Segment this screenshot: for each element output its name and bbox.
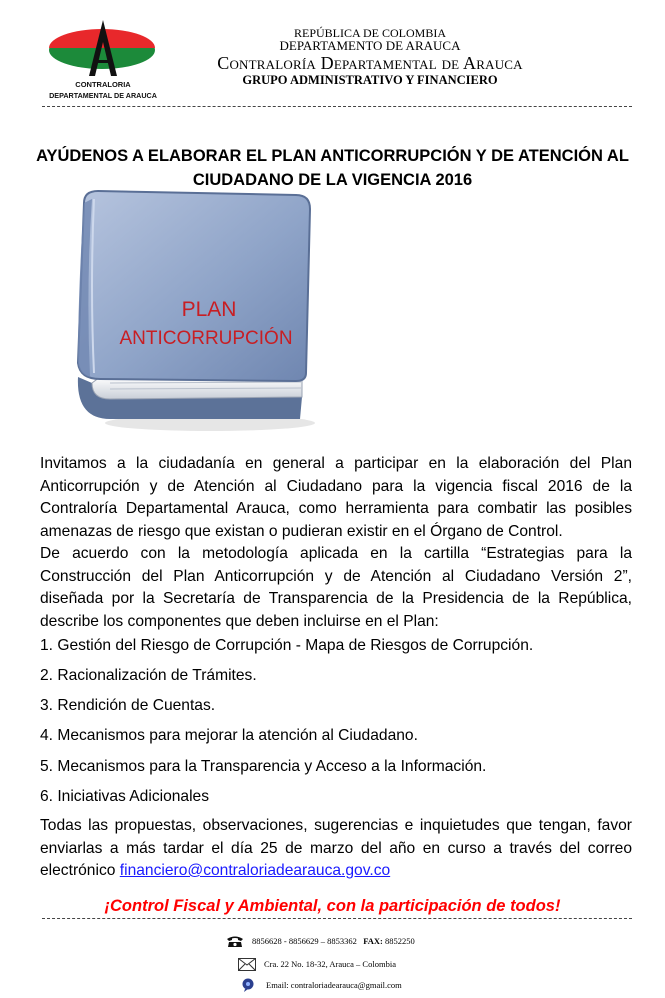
logo-text-2: DEPARTAMENTAL DE ARAUCA [49, 91, 157, 100]
list-item: 6. Iniciativas Adicionales [40, 788, 210, 805]
closing-paragraph [40, 815, 632, 883]
header-institution: Contraloría Departamental de Arauca [217, 53, 523, 73]
footer-email [240, 976, 402, 994]
email-label: Email: [266, 980, 289, 990]
book-label-line1: PLAN [181, 298, 237, 321]
book-illustration [70, 187, 320, 432]
document-title: AYÚDENOS A ELABORAR EL PLAN ANTICORRUPCIÓN Y DE ATENCIÓN AL CIUDADANO DE LA VIGENCIA 2016 [36, 147, 629, 189]
list-item: 1. Gestión del Riesgo de Corrupción - Mapa de Riesgos de Corrupción. [40, 637, 534, 654]
phone-icon [226, 935, 252, 948]
list-item: 4. Mecanismos para mejorar la atención al Ciudadano. [40, 727, 418, 744]
address-text: Cra. 22 No. 18-32, Arauca – Colombia [264, 959, 396, 969]
contraloria-logo [44, 14, 162, 102]
envelope-icon [238, 958, 264, 971]
header-department: DEPARTAMENTO DE ARAUCA [279, 38, 461, 53]
footer-phones [226, 932, 415, 950]
list-item: 2. Racionalización de Trámites. [40, 667, 257, 684]
email-address[interactable]: contraloriadearauca@gmail.com [290, 980, 402, 990]
methodology-paragraph: De acuerdo con la metodología aplicada en la cartilla “Estrategias para la Construcción del Plan Anticorrupción y de Atención al Ciudadano Versión 2”, diseñada por la Secretaría de Transparencia de la Presidencia de la República, describe los componentes que deben incluirse en el Plan: [40, 545, 632, 630]
closing-text: Todas las propuestas, observaciones, sugerencias e inquietudes que tengan, favor enviarlas a más tardar el día 25 de marzo del año en curso a través del correo electrónico [40, 817, 632, 879]
email-icon [240, 978, 266, 992]
logo-text-1: CONTRALORIA [75, 80, 131, 89]
list-item: 3. Rendición de Cuentas. [40, 697, 216, 714]
email-link[interactable]: financiero@contraloriadearauca.gov.co [119, 862, 391, 879]
list-item: 5. Mecanismos para la Transparencia y Acceso a la Información. [40, 758, 487, 775]
header-country: REPÚBLICA DE COLOMBIA [293, 26, 446, 40]
book-label-line2: ANTICORRUPCIÓN [119, 328, 293, 349]
letterhead [0, 0, 665, 108]
header-divider [42, 106, 632, 107]
fax-number: 8852250 [385, 936, 415, 946]
footer-address [238, 955, 396, 973]
slogan: ¡Control Fiscal y Ambiental, con la participación de todos! [104, 897, 561, 915]
intro-paragraph: Invitamos a la ciudadanía en general a participar en la elaboración del Plan Anticorrupción y de Atención al Ciudadano para la vigencia fiscal 2016 de la Contraloría Departamental Arauca, como herramienta para combatir las posibles amenazas de riesgo que existan o pudieran existir en el Órgano de Control. [40, 455, 632, 540]
phone-numbers: 8856628 - 8856629 – 8853362 [252, 936, 357, 946]
fax-label: FAX: [363, 936, 383, 946]
header-group: GRUPO ADMINISTRATIVO Y FINANCIERO [242, 73, 498, 87]
footer-divider [42, 918, 632, 919]
